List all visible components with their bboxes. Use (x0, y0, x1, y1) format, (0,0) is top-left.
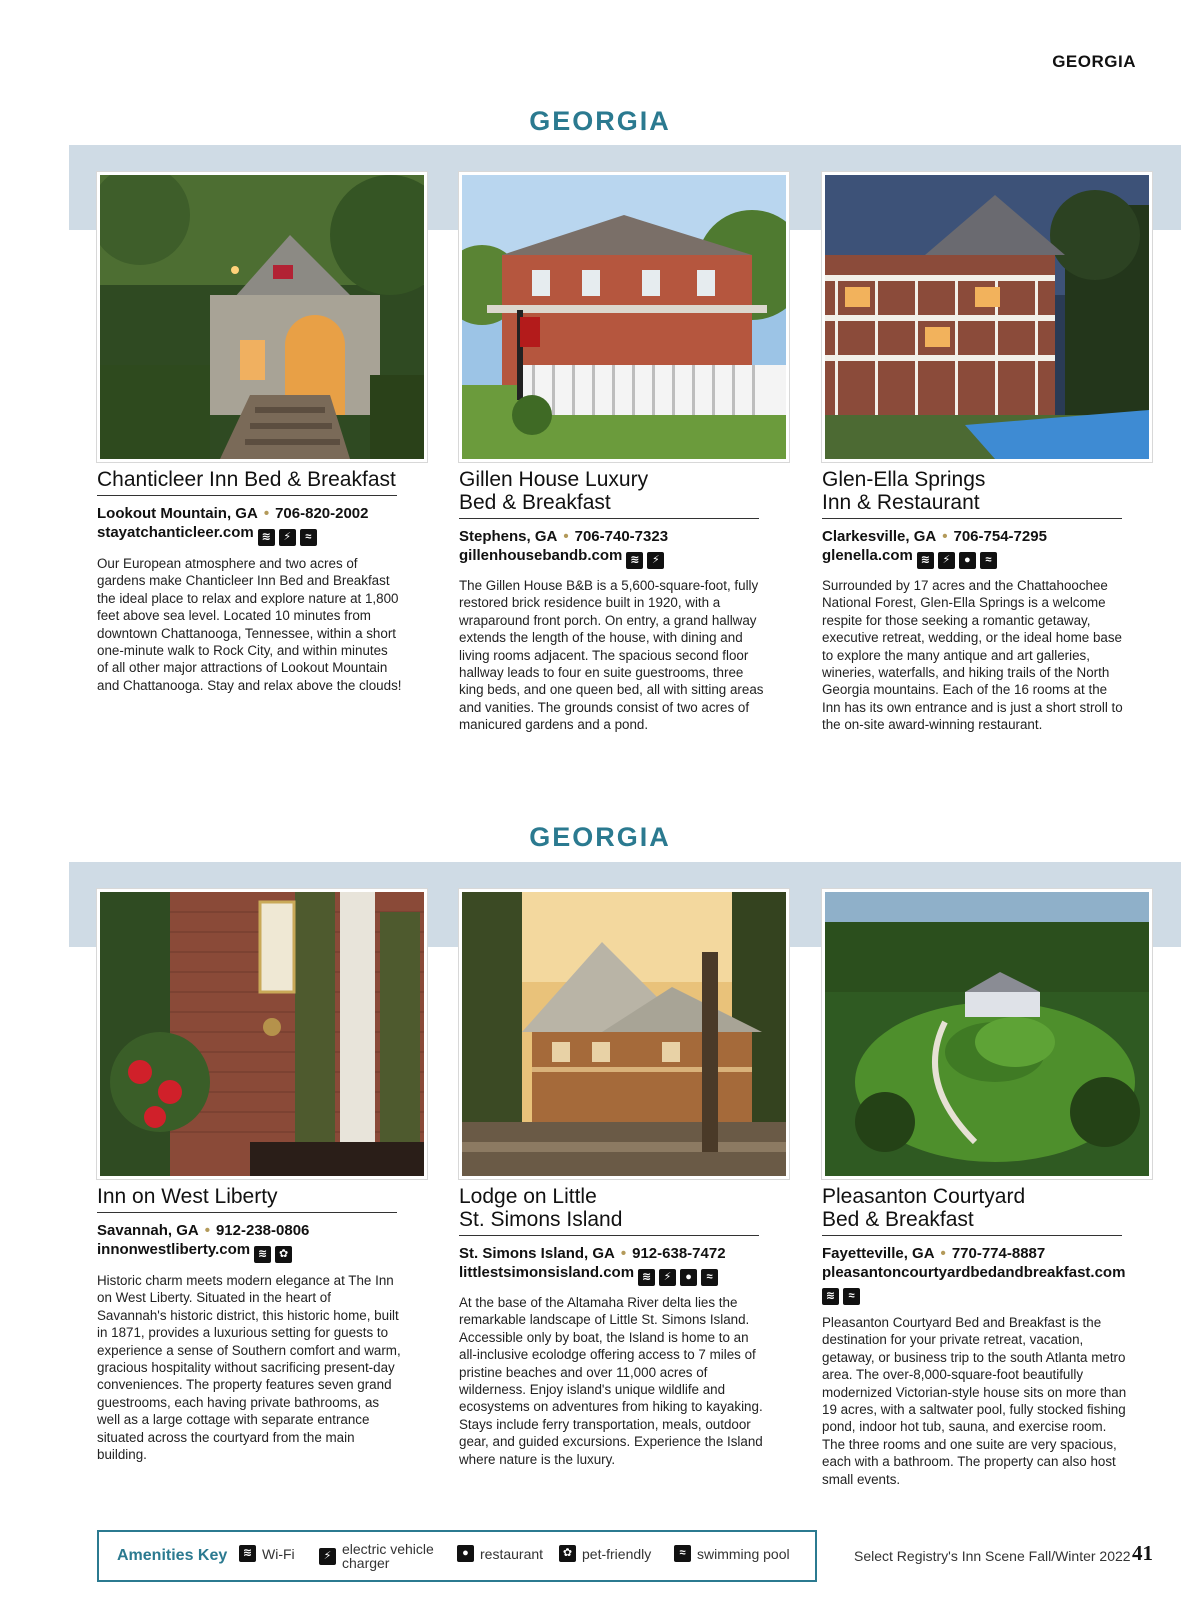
inn-photo (822, 172, 1152, 462)
publication-credit: Select Registry's Inn Scene Fall/Winter 2022 (854, 1548, 1131, 1564)
inn-photo (97, 889, 427, 1179)
inn-contact (459, 527, 789, 569)
stone-cottage-photo (100, 175, 424, 459)
inn-location: Fayetteville, GA (822, 1245, 935, 1262)
amenities-key-title: Amenities Key (117, 1547, 228, 1564)
separator-dot: • (263, 505, 270, 522)
inn-contact (97, 504, 427, 546)
divider (97, 1212, 397, 1213)
inn-name: Chanticleer Inn Bed & Breakfast (97, 468, 396, 491)
swimming-pool-icon: ≈ (843, 1288, 860, 1305)
inn-phone[interactable]: 706-820-2002 (275, 505, 369, 522)
wifi-icon: ≋ (822, 1288, 839, 1305)
inn-name: Glen-Ella Springs Inn & Restaurant (822, 468, 986, 514)
inn-description: At the base of the Altamaha River delta lies the remarkable landscape of Little St. Simons Island. Accessible only by boat, the Island is home to an all-inclusive ecolodge offering access to 7 miles of pristine beaches and over 11,000 acres of wilderness. Enjoy island's unique wildlife and ecosystems on adventures from hiking to kayaking. Stays include ferry transportation, meals, outdoor gear, and guided excursions. Experience the Island where nature is the luxury. (459, 1295, 763, 1467)
separator-dot: • (620, 1245, 627, 1262)
page-number: 41 (1132, 1541, 1153, 1565)
wifi-icon: ≋ (917, 552, 934, 569)
restaurant-icon: ● (959, 552, 976, 569)
inn-location: Savannah, GA (97, 1222, 199, 1239)
inn-location: Stephens, GA (459, 528, 558, 545)
inn-phone[interactable]: 706-754-7295 (953, 528, 1047, 545)
key-item-pet-friendly (559, 1545, 651, 1562)
section-title: GEORGIA (529, 106, 671, 136)
ev-charger-icon: ⚡ (938, 552, 955, 569)
wifi-icon: ≋ (239, 1545, 256, 1562)
key-label: restaurant (480, 1545, 544, 1562)
swimming-pool-icon: ≈ (300, 529, 317, 546)
inn-description: Our European atmosphere and two acres of gardens make Chanticleer Inn Bed and Breakfast the ideal place to relax and explore nature at 1,800 feet above sea level. Located 10 minutes from downtown Chattanooga, Tennessee, within a short one-minute walk to Rock City, and within minutes of all other major attractions of Lookout Mountain and Chattanooga. Stay and relax above the clouds! (97, 556, 402, 693)
separator-dot: • (942, 528, 948, 545)
separator-dot: • (563, 528, 569, 545)
inn-description: Surrounded by 17 acres and the Chattahoochee National Forest, Glen-Ella Springs is a welcome respite for those seeking a romantic getaway, executive retreat, wedding, or the ideal home base to explore the many antique and art galleries, wineries, waterfalls, and hiking trails of the North Georgia mountains. Each of the 16 rooms at the Inn has its own entrance and is just a short stroll to the on-site award-winning restaurant. (822, 578, 1123, 733)
ev-charger-icon: ⚡ (319, 1548, 336, 1565)
wifi-icon: ≋ (638, 1269, 655, 1286)
swimming-pool-icon: ≈ (701, 1269, 718, 1286)
wifi-icon: ≋ (626, 552, 643, 569)
inn-photo (97, 172, 427, 462)
inn-phone[interactable]: 706-740-7323 (574, 528, 669, 545)
inn-location: Clarkesville, GA (822, 528, 937, 545)
key-label: Wi-Fi (262, 1545, 295, 1562)
aerial-estate-photo (825, 892, 1149, 1176)
inn-website[interactable]: pleasantoncourtyardbedandbreakfast.com (822, 1264, 1126, 1281)
ev-charger-icon: ⚡ (659, 1269, 676, 1286)
key-item-ev-charger (319, 1542, 437, 1570)
inn-photo (459, 172, 789, 462)
section-title: GEORGIA (529, 822, 671, 852)
inn-photo (822, 889, 1152, 1179)
pet-friendly-icon: ✿ (559, 1545, 576, 1562)
ev-charger-icon: ⚡ (647, 552, 664, 569)
key-item-wifi (239, 1545, 295, 1562)
inn-photo (459, 889, 789, 1179)
key-item-swimming-pool (674, 1545, 790, 1562)
wifi-icon: ≋ (254, 1246, 271, 1263)
inn-name: Lodge on Little St. Simons Island (459, 1185, 623, 1231)
inn-phone[interactable]: 912-238-0806 (215, 1222, 310, 1239)
key-label: swimming pool (697, 1545, 790, 1562)
inn-name: Gillen House Luxury Bed & Breakfast (459, 468, 649, 514)
inn-name: Pleasanton Courtyard Bed & Breakfast (822, 1185, 1026, 1231)
inn-description: Historic charm meets modern elegance at The Inn on West Liberty. Situated in the heart of Savannah's historic district, this historic home, built in 1871, provides a luxurious setting for guests to experience a sense of Southern comfort and warm, gracious hospitality without sacrificing present-day conveniences. The property features seven grand guestrooms, each having private bathrooms, as well as a large cottage with separate entrance situated across the courtyard from the main building. (97, 1273, 401, 1463)
inn-website[interactable]: glenella.com (822, 547, 913, 564)
inn-description: The Gillen House B&B is a 5,600-square-foot, fully restored brick residence built in 1920, with a wraparound front porch. On entry, a grand hallway extends the length of the house, with dining and living rooms adjacent. The spacious second floor hallway leads to four en suite guestrooms, three king beds, and one queen bed, all with sitting areas and vanities. The grounds consist of two acres of manicured gardens and a pond. (459, 578, 764, 733)
inn-description: Pleasanton Courtyard Bed and Breakfast is the destination for your private retreat, vacation, getaway, or business trip to the south Atlanta metro area. The over-8,000-square-foot beautifully modernized Victorian-style house sits on more than 19 acres, with a saltwater pool, fully stocked fishing pond, indoor hot tub, sauna, and exercise room. The three rooms and one suite are very spacious, each with a bathroom. The property can also host small events. (822, 1315, 1127, 1487)
inn-location: Lookout Mountain, GA (97, 505, 258, 522)
inn-phone[interactable]: 770-774-8887 (951, 1245, 1046, 1262)
inn-phone[interactable]: 912-638-7472 (632, 1245, 726, 1262)
inn-location: St. Simons Island, GA (459, 1245, 615, 1262)
inn-contact (97, 1221, 427, 1263)
brick-house-photo (462, 175, 786, 459)
divider (822, 518, 1122, 519)
divider (822, 1235, 1122, 1236)
amenities-key (97, 1530, 817, 1582)
key-label: electric vehicle charger (342, 1541, 434, 1571)
wifi-icon: ≋ (258, 529, 275, 546)
ev-charger-icon: ⚡ (279, 529, 296, 546)
island-lodge-photo (462, 892, 786, 1176)
inn-website[interactable]: stayatchanticleer.com (97, 524, 254, 541)
restaurant-icon: ● (457, 1545, 474, 1562)
inn-website[interactable]: littlestsimonsisland.com (459, 1264, 635, 1281)
swimming-pool-icon: ≈ (980, 552, 997, 569)
separator-dot: • (940, 1245, 946, 1262)
key-label: pet-friendly (582, 1545, 652, 1562)
separator-dot: • (204, 1222, 210, 1239)
swimming-pool-icon: ≈ (674, 1545, 691, 1562)
inn-contact (822, 527, 1152, 569)
porch-inn-photo (825, 175, 1149, 459)
inn-website[interactable]: innonwestliberty.com (97, 1241, 251, 1258)
restaurant-icon: ● (680, 1269, 697, 1286)
key-item-restaurant (457, 1545, 543, 1562)
pet-friendly-icon: ✿ (275, 1246, 292, 1263)
divider (459, 1235, 759, 1236)
inn-contact (822, 1244, 1152, 1305)
brick-facade-photo (100, 892, 424, 1176)
divider (97, 495, 397, 496)
inn-website[interactable]: gillenhousebandb.com (459, 547, 623, 564)
running-head: GEORGIA (1052, 52, 1136, 71)
divider (459, 518, 759, 519)
inn-name: Inn on West Liberty (97, 1185, 278, 1208)
inn-contact (459, 1244, 789, 1286)
